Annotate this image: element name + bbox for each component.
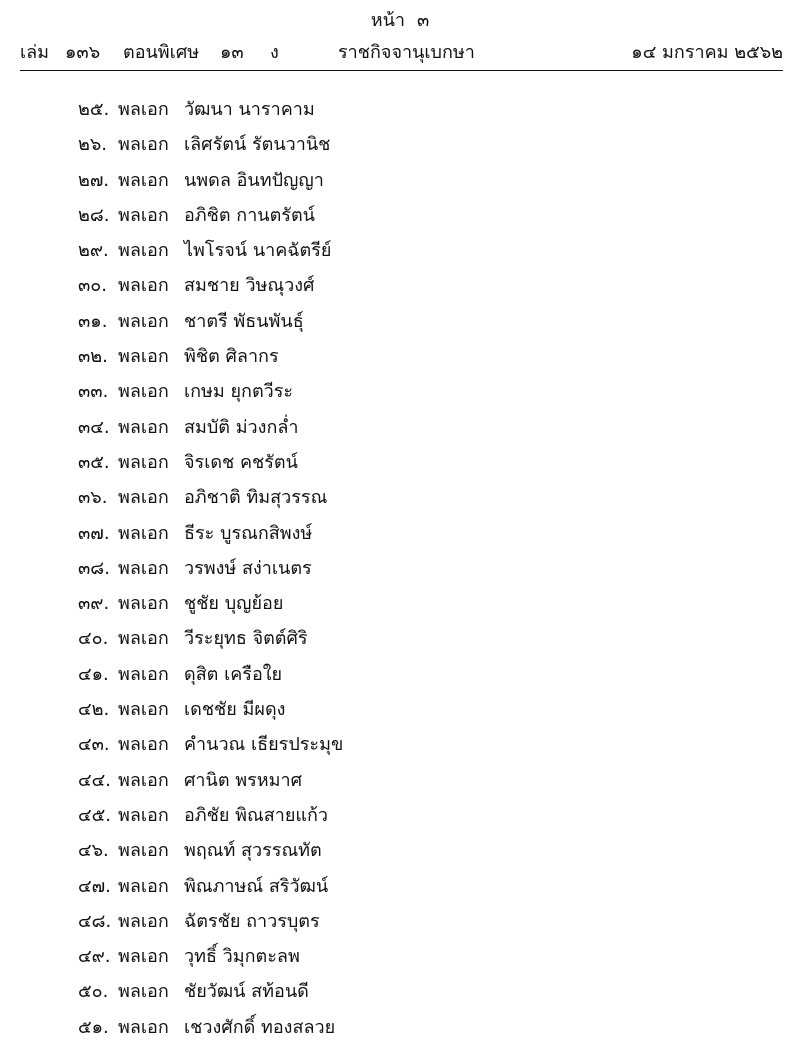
item-number: ๔๐. bbox=[78, 628, 109, 650]
item-number: ๓๑. bbox=[78, 310, 108, 332]
item-number: ๓๔. bbox=[78, 416, 110, 438]
page-number-label: หน้า bbox=[370, 10, 405, 31]
item-name: อภิชาติ ทิมสุวรรณ bbox=[184, 487, 328, 509]
item-name: เลิศรัตน์ รัตนวานิช bbox=[184, 134, 331, 156]
item-rank: พลเอก bbox=[118, 699, 169, 721]
item-name: ชัยวัฒน์ สท้อนดี bbox=[184, 981, 309, 1003]
item-rank: พลเอก bbox=[118, 557, 169, 579]
item-rank: พลเอก bbox=[118, 910, 169, 932]
item-number: ๓๖. bbox=[78, 487, 108, 509]
item-number: ๔๒. bbox=[78, 699, 110, 721]
item-rank: พลเอก bbox=[118, 487, 169, 509]
item-name: พฤณท์ สุวรรณทัต bbox=[184, 840, 322, 862]
item-number: ๒๘. bbox=[78, 204, 110, 226]
item-number: ๓๙. bbox=[78, 593, 110, 615]
issue-number: ๑๓ bbox=[220, 42, 244, 63]
item-number: ๔๙. bbox=[78, 946, 111, 968]
issue-label: ตอนพิเศษ bbox=[123, 42, 200, 63]
item-number: ๔๔. bbox=[78, 769, 111, 791]
item-number: ๔๖. bbox=[78, 840, 109, 862]
item-rank: พลเอก bbox=[118, 522, 169, 544]
item-name: ดุสิต เครือใย bbox=[184, 663, 283, 685]
item-name: ฉัตรชัย ถาวรบุตร bbox=[184, 910, 320, 932]
item-name: วรพงษ์ สง่าเนตร bbox=[184, 557, 312, 579]
publication-date: ๑๔ มกราคม ๒๕๖๒ bbox=[631, 42, 783, 63]
item-number: ๓๒. bbox=[78, 346, 108, 368]
item-rank: พลเอก bbox=[118, 275, 169, 297]
item-name: สมบัติ ม่วงกล่ำ bbox=[184, 416, 299, 438]
item-rank: พลเอก bbox=[118, 240, 169, 262]
item-rank: พลเอก bbox=[118, 840, 169, 862]
item-number: ๔๗. bbox=[78, 875, 111, 897]
item-name: อภิชัย พิณสายแก้ว bbox=[184, 804, 328, 826]
item-number: ๕๐. bbox=[78, 981, 109, 1003]
item-rank: พลเอก bbox=[118, 169, 169, 191]
item-rank: พลเอก bbox=[118, 381, 169, 403]
item-number: ๓๕. bbox=[78, 451, 110, 473]
item-number: ๓๓. bbox=[78, 381, 109, 403]
item-number: ๔๕. bbox=[78, 804, 111, 826]
item-number: ๒๙. bbox=[78, 240, 109, 262]
item-number: ๔๘. bbox=[78, 910, 112, 932]
item-name: พิชิต ศิลากร bbox=[184, 346, 279, 368]
gazette-header bbox=[20, 40, 783, 66]
item-number: ๒๖. bbox=[78, 134, 108, 156]
item-name: จิรเดช คชรัตน์ bbox=[184, 451, 298, 473]
page-number-value: ๓ bbox=[416, 10, 430, 31]
item-name: ชูชัย บุญย้อย bbox=[184, 593, 284, 615]
item-name: วุทธิ์ วิมุกตะลพ bbox=[184, 946, 300, 968]
item-name: เกษม ยุกตวีระ bbox=[184, 381, 294, 403]
item-rank: พลเอก bbox=[118, 734, 169, 756]
item-rank: พลเอก bbox=[118, 1016, 169, 1038]
item-number: ๒๕. bbox=[78, 99, 110, 120]
page-number bbox=[0, 8, 800, 34]
header-divider bbox=[20, 70, 783, 71]
item-rank: พลเอก bbox=[118, 875, 169, 897]
volume-number: ๑๓๖ bbox=[65, 42, 101, 63]
item-rank: พลเอก bbox=[118, 946, 169, 968]
item-name: นพดล อินทปัญญา bbox=[184, 169, 324, 191]
item-rank: พลเอก bbox=[118, 134, 169, 156]
item-name: เชวงศักดิ์ ทองสลวย bbox=[184, 1016, 336, 1038]
item-name: คำนวณ เธียรประมุข bbox=[184, 734, 344, 756]
item-name: สมชาย วิษณุวงศ์ bbox=[184, 275, 315, 297]
item-name: ศานิต พรหมาศ bbox=[184, 769, 303, 791]
volume-label: เล่ม bbox=[20, 42, 50, 63]
item-rank: พลเอก bbox=[118, 769, 169, 791]
item-rank: พลเอก bbox=[118, 416, 169, 438]
item-number: ๓๘. bbox=[78, 557, 110, 579]
item-rank: พลเอก bbox=[118, 981, 169, 1003]
item-rank: พลเอก bbox=[118, 628, 169, 650]
item-number: ๔๑. bbox=[78, 663, 109, 685]
item-name: ชาตรี พัธนพันธุ์ bbox=[184, 310, 304, 332]
item-number: ๓๐. bbox=[78, 275, 108, 297]
item-rank: พลเอก bbox=[118, 663, 169, 685]
issue-suffix: ง bbox=[270, 42, 279, 63]
item-name: ธีระ บูรณกสิพงษ์ bbox=[184, 522, 313, 544]
item-number: ๒๗. bbox=[78, 169, 110, 191]
item-name: อภิชิต กานตรัตน์ bbox=[184, 204, 315, 226]
item-name: วีระยุทธ จิตต์ศิริ bbox=[184, 628, 308, 650]
item-rank: พลเอก bbox=[118, 804, 169, 826]
item-rank: พลเอก bbox=[118, 451, 169, 473]
item-name: เดชชัย มีผดุง bbox=[184, 699, 286, 721]
item-rank: พลเอก bbox=[118, 204, 169, 226]
item-number: ๓๗. bbox=[78, 522, 110, 544]
item-name: พิณภาษณ์ สริวัฒน์ bbox=[184, 875, 329, 897]
gazette-name: ราชกิจจานุเบกษา bbox=[338, 42, 475, 63]
item-rank: พลเอก bbox=[118, 310, 169, 332]
item-number: ๕๑. bbox=[78, 1016, 109, 1038]
item-name: วัฒนา นาราคาม bbox=[184, 99, 315, 120]
item-rank: พลเอก bbox=[118, 99, 169, 120]
item-rank: พลเอก bbox=[118, 346, 169, 368]
item-number: ๔๓. bbox=[78, 734, 110, 756]
item-rank: พลเอก bbox=[118, 593, 169, 615]
item-name: ไพโรจน์ นาคฉัตรีย์ bbox=[184, 240, 332, 262]
